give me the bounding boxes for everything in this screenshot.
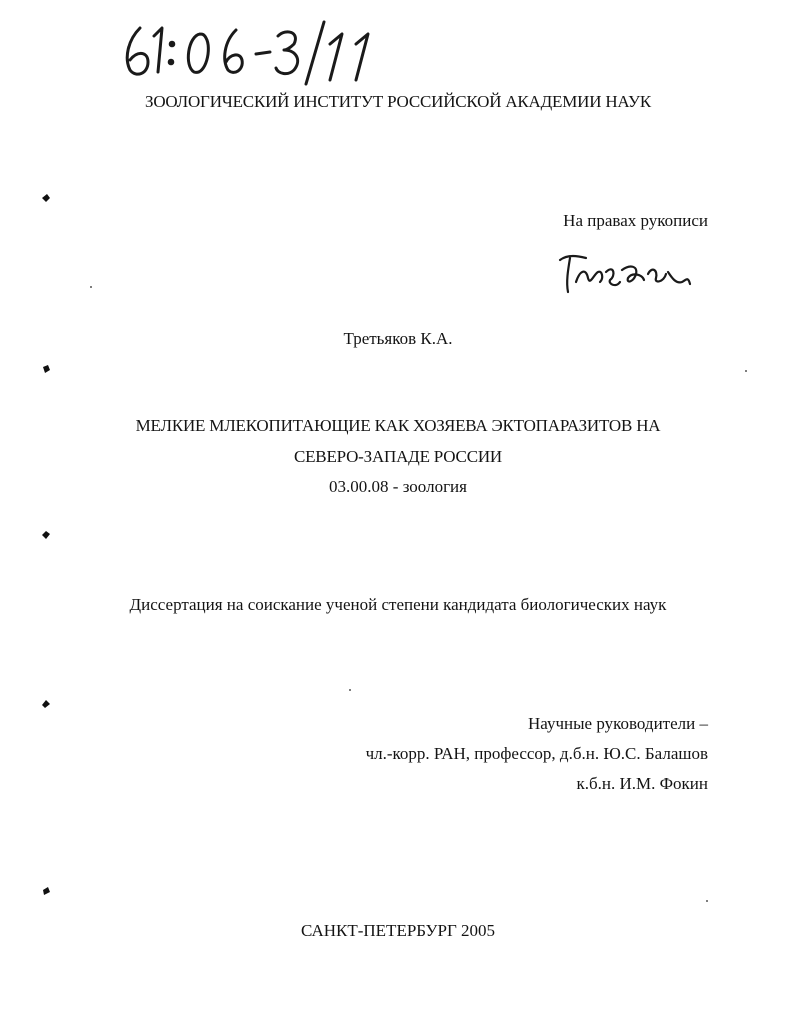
manuscript-rights-note: На правах рукописи <box>563 211 708 230</box>
supervisors-heading: Научные руководители – <box>528 714 708 733</box>
margin-mark-icon <box>40 698 52 710</box>
title-line-1: МЕЛКИЕ МЛЕКОПИТАЮЩИЕ КАК ХОЗЯЕВА ЭКТОПАРАЗИТОВ НА <box>135 416 661 435</box>
institute-name: ЗООЛОГИЧЕСКИЙ ИНСТИТУТ РОССИЙСКОЙ АКАДЕМИИ НАУК <box>145 92 651 111</box>
supervisor-2: к.б.н. И.М. Фокин <box>576 774 708 793</box>
margin-mark-icon <box>40 192 52 204</box>
scan-speck <box>706 900 708 902</box>
author-name: Третьяков К.А. <box>343 329 453 348</box>
specialty-code: 03.00.08 - зоология <box>329 477 467 496</box>
scan-speck <box>745 370 747 372</box>
dissertation-statement: Диссертация на соискание ученой степени кандидата биологических наук <box>129 595 667 614</box>
supervisor-1: чл.-корр. РАН, профессор, д.б.н. Ю.С. Балашов <box>365 744 708 763</box>
title-line-2: СЕВЕРО-ЗАПАДЕ РОССИИ <box>293 447 502 466</box>
city-year: САНКТ-ПЕТЕРБУРГ 2005 <box>300 921 496 940</box>
author-signature <box>556 248 696 298</box>
scan-speck <box>90 286 92 288</box>
scan-speck <box>349 689 351 691</box>
handwritten-archive-code <box>118 14 388 86</box>
margin-mark-icon <box>40 885 52 897</box>
margin-mark-icon <box>40 363 52 375</box>
margin-mark-icon <box>40 529 52 541</box>
